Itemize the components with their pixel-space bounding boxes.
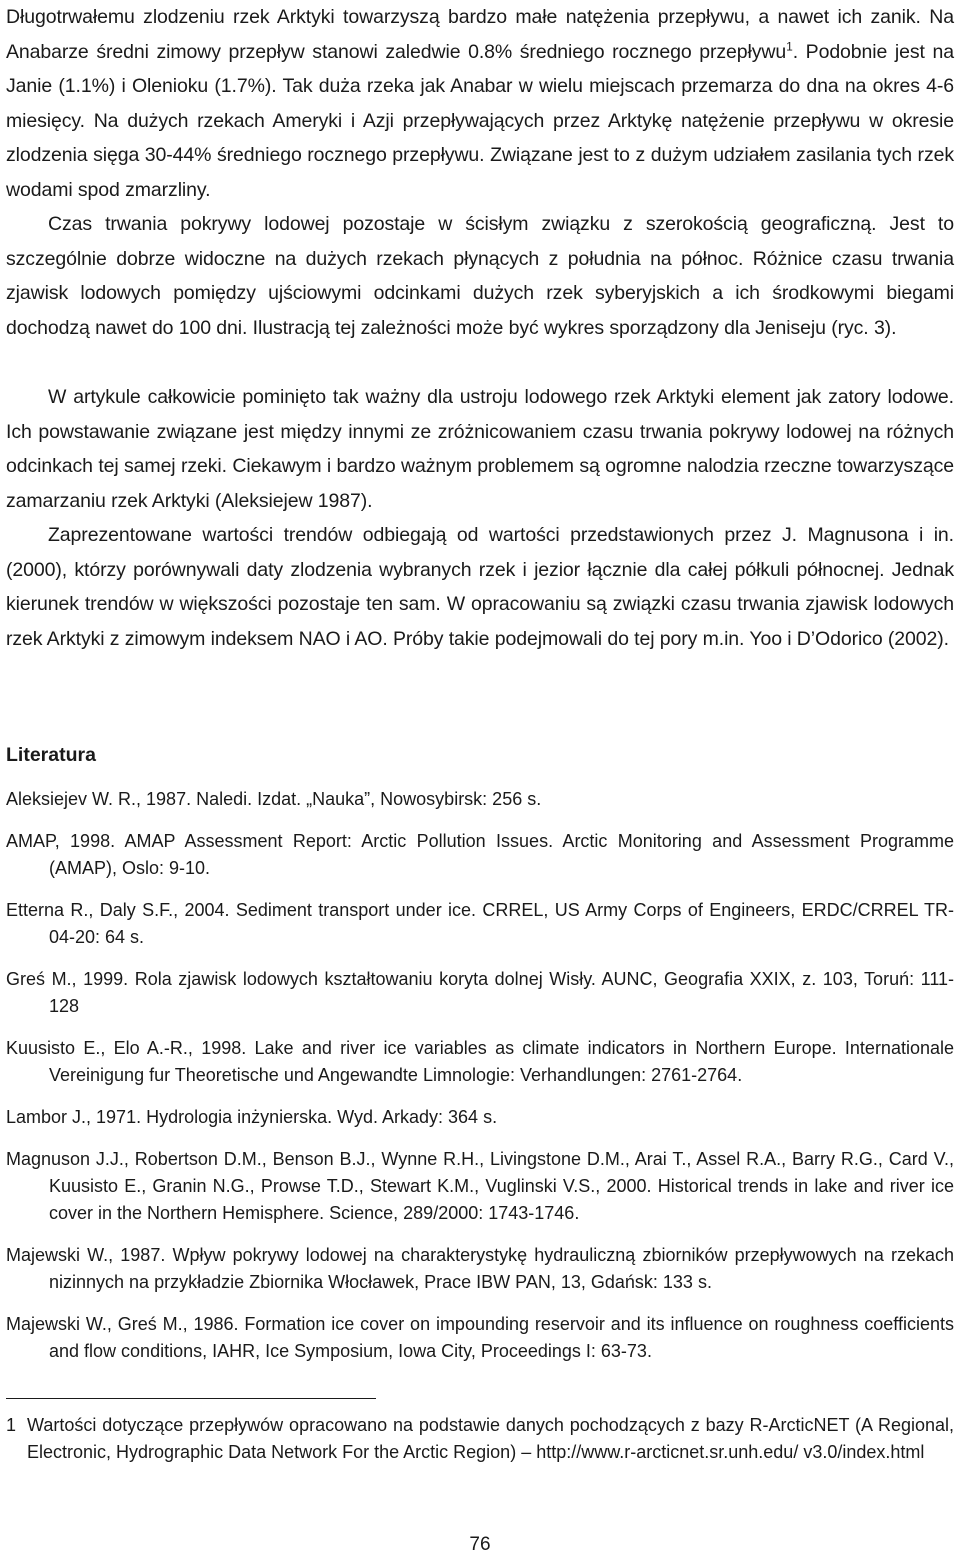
reference-item: Etterna R., Daly S.F., 2004. Sediment transport under ice. CRREL, US Army Corps of Engineers, ERDC/CRREL TR-04-20: 64 s. <box>6 900 954 947</box>
paragraph-3: W artykule całkowicie pominięto tak ważny dla ustroju lodowego rzek Arktyki element jak zatory lodowe. Ich powstawanie związane jest między innymi ze zróżnicowaniem czasu trwania pokrywy lodowej na różnych odcinkach tej samej rzeki. Ciekawym i bardzo ważnym problemem są ogromne nalodzia rzeczne towarzyszące zamarzaniu rzek Arktyki (Aleksiejew 1987). <box>6 386 954 512</box>
footnote-divider <box>6 1398 376 1399</box>
reference-item: Magnuson J.J., Robertson D.M., Benson B.J., Wynne R.H., Livingstone D.M., Arai T., Assel R.A., Barry R.G., Card V., Kuusisto E., Granin N.G., Prowse T.D., Stewart K.M., Vuglinski V.S., 2000. Historical trends in lake and river ice cover in the Northern Hemisphere. Science, 289/2000: 1743-1746. <box>6 1149 954 1223</box>
paragraph-4: Zaprezentowane wartości trendów odbiegają od wartości przedstawionych przez J. Magnusona i in. (2000), którzy porównywali daty zlodzenia wybranych rzek i jezior łącznie dla całej półkuli północnej. Jednak kierunek trendów w większości pozostaje ten sam. W opracowaniu są związki czasu trwania zjawisk lodowych rzek Arktyki z zimowym indeksem NAO i AO. Próby takie podejmowali do tej pory m.in. Yoo i D’Odorico (2002). <box>6 524 954 650</box>
reference-item: Greś M., 1999. Rola zjawisk lodowych kształtowaniu koryta dolnej Wisły. AUNC, Geografia XXIX, z. 103, Toruń: 111-128 <box>6 969 954 1016</box>
paragraph-1 <box>6 0 954 207</box>
reference-list <box>6 786 954 1380</box>
reference-item: Majewski W., Greś M., 1986. Formation ice cover on impounding reservoir and its influence on roughness coefficients and flow conditions, IAHR, Ice Symposium, Iowa City, Proceedings I: 63-73. <box>6 1314 954 1361</box>
paragraph-2: Czas trwania pokrywy lodowej pozostaje w ścisłym związku z szerokością geograficzną. Jest to szczególnie dobrze widoczne na dużych rzekach płynących z południa na północ. Różnice czasu trwania zjawisk lodowych pomiędzy ujściowymi odcinkami dużych rzek syberyjskich a ich środkowymi biegami dochodzą nawet do 100 dni. Ilustracją tej zależności może być wykres sporządzony dla Jeniseju (ryc. 3). <box>6 213 954 339</box>
footnote <box>6 1412 954 1466</box>
footnote-reference[interactable]: 1 <box>786 39 793 53</box>
footnote-text: Wartości dotyczące przepływów opracowano na podstawie danych pochodzących z bazy R-ArcticNET (A Regional, Electronic, Hydrographic Data Network For the Arctic Region) – http://www.r-arcticnet.sr.unh.edu/ v3.0/index.html <box>27 1415 954 1462</box>
reference-item: Lambor J., 1971. Hydrologia inżynierska. Wyd. Arkady: 364 s. <box>6 1107 498 1127</box>
references-heading: Literatura <box>6 744 96 766</box>
reference-item: Majewski W., 1987. Wpływ pokrywy lodowej na charakterystykę hydrauliczną zbiorników przepływowych na rzekach nizinnych na przykładzie Zbiornika Włocławek, Prace IBW PAN, 13, Gdańsk: 133 s. <box>6 1245 954 1292</box>
footnote-marker: 1 <box>6 1415 17 1435</box>
paragraph-1-text-a: Długotrwałemu zlodzeniu rzek Arktyki towarzyszą bardzo małe natężenia przepływu, a nawet ich zanik. Na Anabarze średni zimowy przepływ stanowi zaledwie 0.8% średniego rocznego przepływu <box>6 6 954 63</box>
reference-item: AMAP, 1998. AMAP Assessment Report: Arctic Pollution Issues. Arctic Monitoring and Assessment Programme (AMAP), Oslo: 9-10. <box>6 831 954 878</box>
reference-item: Kuusisto E., Elo A.-R., 1998. Lake and river ice variables as climate indicators in Northern Europe. Internationale Vereinigung fur Theoretische und Angewandte Limnologie: Verhandlungen: 2761-2764. <box>6 1038 954 1085</box>
page-number: 76 <box>469 1534 491 1555</box>
paragraph-1-text-b: . Podobnie jest na Janie (1.1%) i Olenioku (1.7%). Tak duża rzeka jak Anabar w wielu miejscach przemarza do dna na okres 4-6 miesięcy. Na dużych rzekach Ameryki i Azji przepływających przez Arktykę natężenie przepływu w okresie zlodzenia sięga 30-44% średniego rocznego przepływu. Związane jest to z dużym udziałem zasilania tych rzek wodami spod zmarzliny. <box>6 40 954 201</box>
reference-item: Aleksiejev W. R., 1987. Naledi. Izdat. „Nauka”, Nowosybirsk: 256 s. <box>6 789 542 809</box>
